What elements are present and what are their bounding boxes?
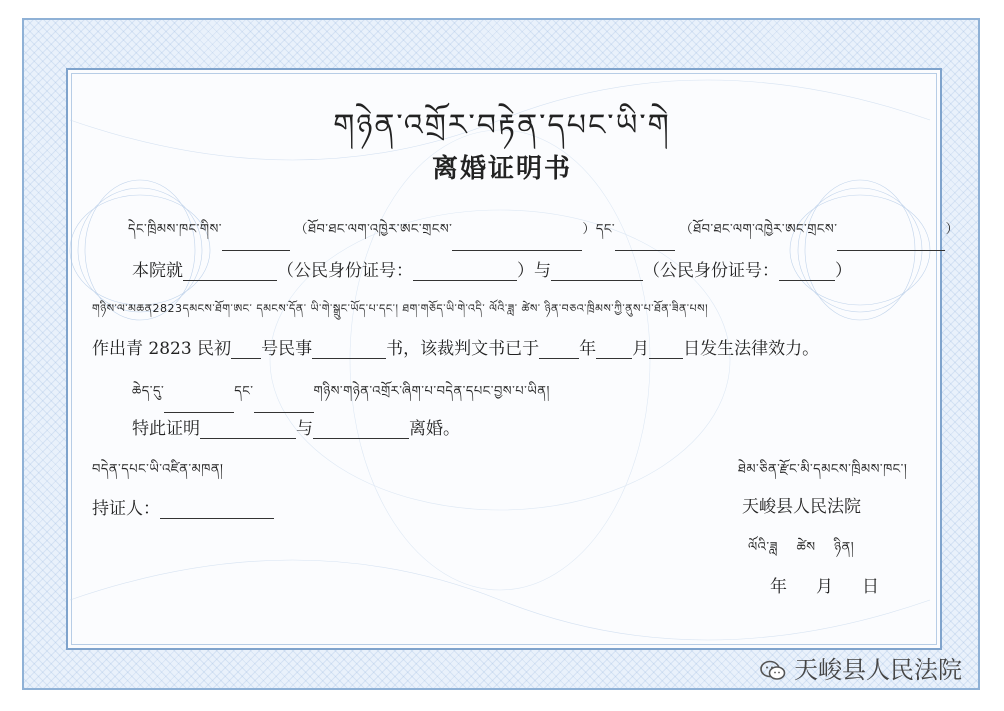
row4-text-d: 年 xyxy=(579,339,597,359)
row5-text-a: ཆེད་དུ་ xyxy=(132,384,165,399)
wechat-icon xyxy=(760,660,786,682)
row4 xyxy=(92,334,819,359)
witness-label: 持证人： xyxy=(92,499,160,519)
row4-text-e: 月 xyxy=(632,339,650,359)
blank-year[interactable] xyxy=(539,342,579,359)
row2 xyxy=(132,256,852,281)
blank-doc-type[interactable] xyxy=(312,342,386,359)
blank-id-2[interactable] xyxy=(837,234,945,251)
wechat-watermark xyxy=(760,650,962,685)
row5-tibetan xyxy=(132,376,550,413)
title-tibetan: གཉེན་འགྲོར་བརྟེན་དཔང་ཡི་གེ xyxy=(333,108,671,143)
date-tibetan: ལོའི་ཟླ ཚེས ཉིན། xyxy=(748,540,855,555)
date-cn: 年 月 日 xyxy=(770,577,885,597)
blank-id-1[interactable] xyxy=(452,234,582,251)
row4-text-a: 作出青 2823 民初 xyxy=(92,339,232,359)
blank-party-4[interactable] xyxy=(313,422,409,439)
row6 xyxy=(132,414,460,439)
court-name: 天峻县人民法院 xyxy=(742,497,861,517)
blank-case-num[interactable] xyxy=(231,342,261,359)
row1-tibetan xyxy=(128,214,959,251)
witness-row xyxy=(92,494,274,519)
row2-text-d: （公民身份证号： xyxy=(643,261,779,281)
blank-name-1[interactable] xyxy=(222,234,290,251)
blank-party-1[interactable] xyxy=(183,264,277,281)
blank-party-2[interactable] xyxy=(551,264,643,281)
row5-text-b: དང་ xyxy=(234,384,254,399)
row1-text-d: （ཐོབ་ཐང་ལག་འཁྱེར་ཨང་གྲངས་ xyxy=(679,222,838,237)
blank-day[interactable] xyxy=(649,342,683,359)
row1-text-c: ）དང་ xyxy=(582,222,616,237)
row1-text-a: དེང་ཁྲིམས་ཁང་གིས་ xyxy=(128,222,222,237)
blank-idnum-1[interactable] xyxy=(413,264,517,281)
court-tibetan: ཐེམ་ཅིན་རྫོང་མི་དམངས་ཁྲིམས་ཁང་། xyxy=(738,462,908,477)
row5-text-c: གཉིས་གཉེན་འགྲོར་ཞིག་པ་བདེན་དཔང་བྱས་པ་ཡིན། xyxy=(313,384,550,399)
blank-idnum-2[interactable] xyxy=(779,264,835,281)
watermark-text: 天峻县人民法院 xyxy=(794,656,962,684)
row3-tibetan: གཉིས་ལ་མཆན2823དམངས་ཐོག་ཨང་ དམངས་དོན་ ཡི་གེ་སྒྲུང་ཡོད་པ་དང་། ཐག་གཅོད་ཡི་གེ་འདི་ ལོའི་ཟླ་ ཚེས་ ཉིན་བཅའ་ཁྲིམས་ཀྱི་ནུས་པ་ཐོན་ཟིན་པས། xyxy=(92,302,709,315)
page-title: 离婚证明书 xyxy=(431,154,572,184)
row1-text-b: （ཐོབ་ཐང་ལག་འཁྱེར་ཨང་གྲངས་ xyxy=(294,222,453,237)
blank-witness[interactable] xyxy=(160,502,274,519)
row2-text-c: ）与 xyxy=(517,261,551,281)
blank-month[interactable] xyxy=(596,342,632,359)
blank-party-tib-2[interactable] xyxy=(254,396,314,413)
blank-party-3[interactable] xyxy=(200,422,296,439)
witness-tibetan: བདེན་དཔང་ཡི་འཛིན་མཁན། xyxy=(92,462,224,477)
row2-text-a: 本院就 xyxy=(132,261,183,281)
row4-text-c: 书，该裁判文书已于 xyxy=(386,339,540,359)
blank-name-2[interactable] xyxy=(615,234,675,251)
row2-text-b: （公民身份证号： xyxy=(277,261,413,281)
row1-close: ） xyxy=(945,222,959,237)
row6-text-a: 特此证明 xyxy=(132,419,200,439)
blank-party-tib-1[interactable] xyxy=(164,396,234,413)
row4-text-b: 号民事 xyxy=(261,339,313,359)
row2-close: ） xyxy=(835,261,852,281)
row4-text-f: 日发生法律效力。 xyxy=(683,339,820,359)
row6-text-b: 与 xyxy=(296,419,313,439)
row6-text-c: 离婚。 xyxy=(409,419,460,439)
